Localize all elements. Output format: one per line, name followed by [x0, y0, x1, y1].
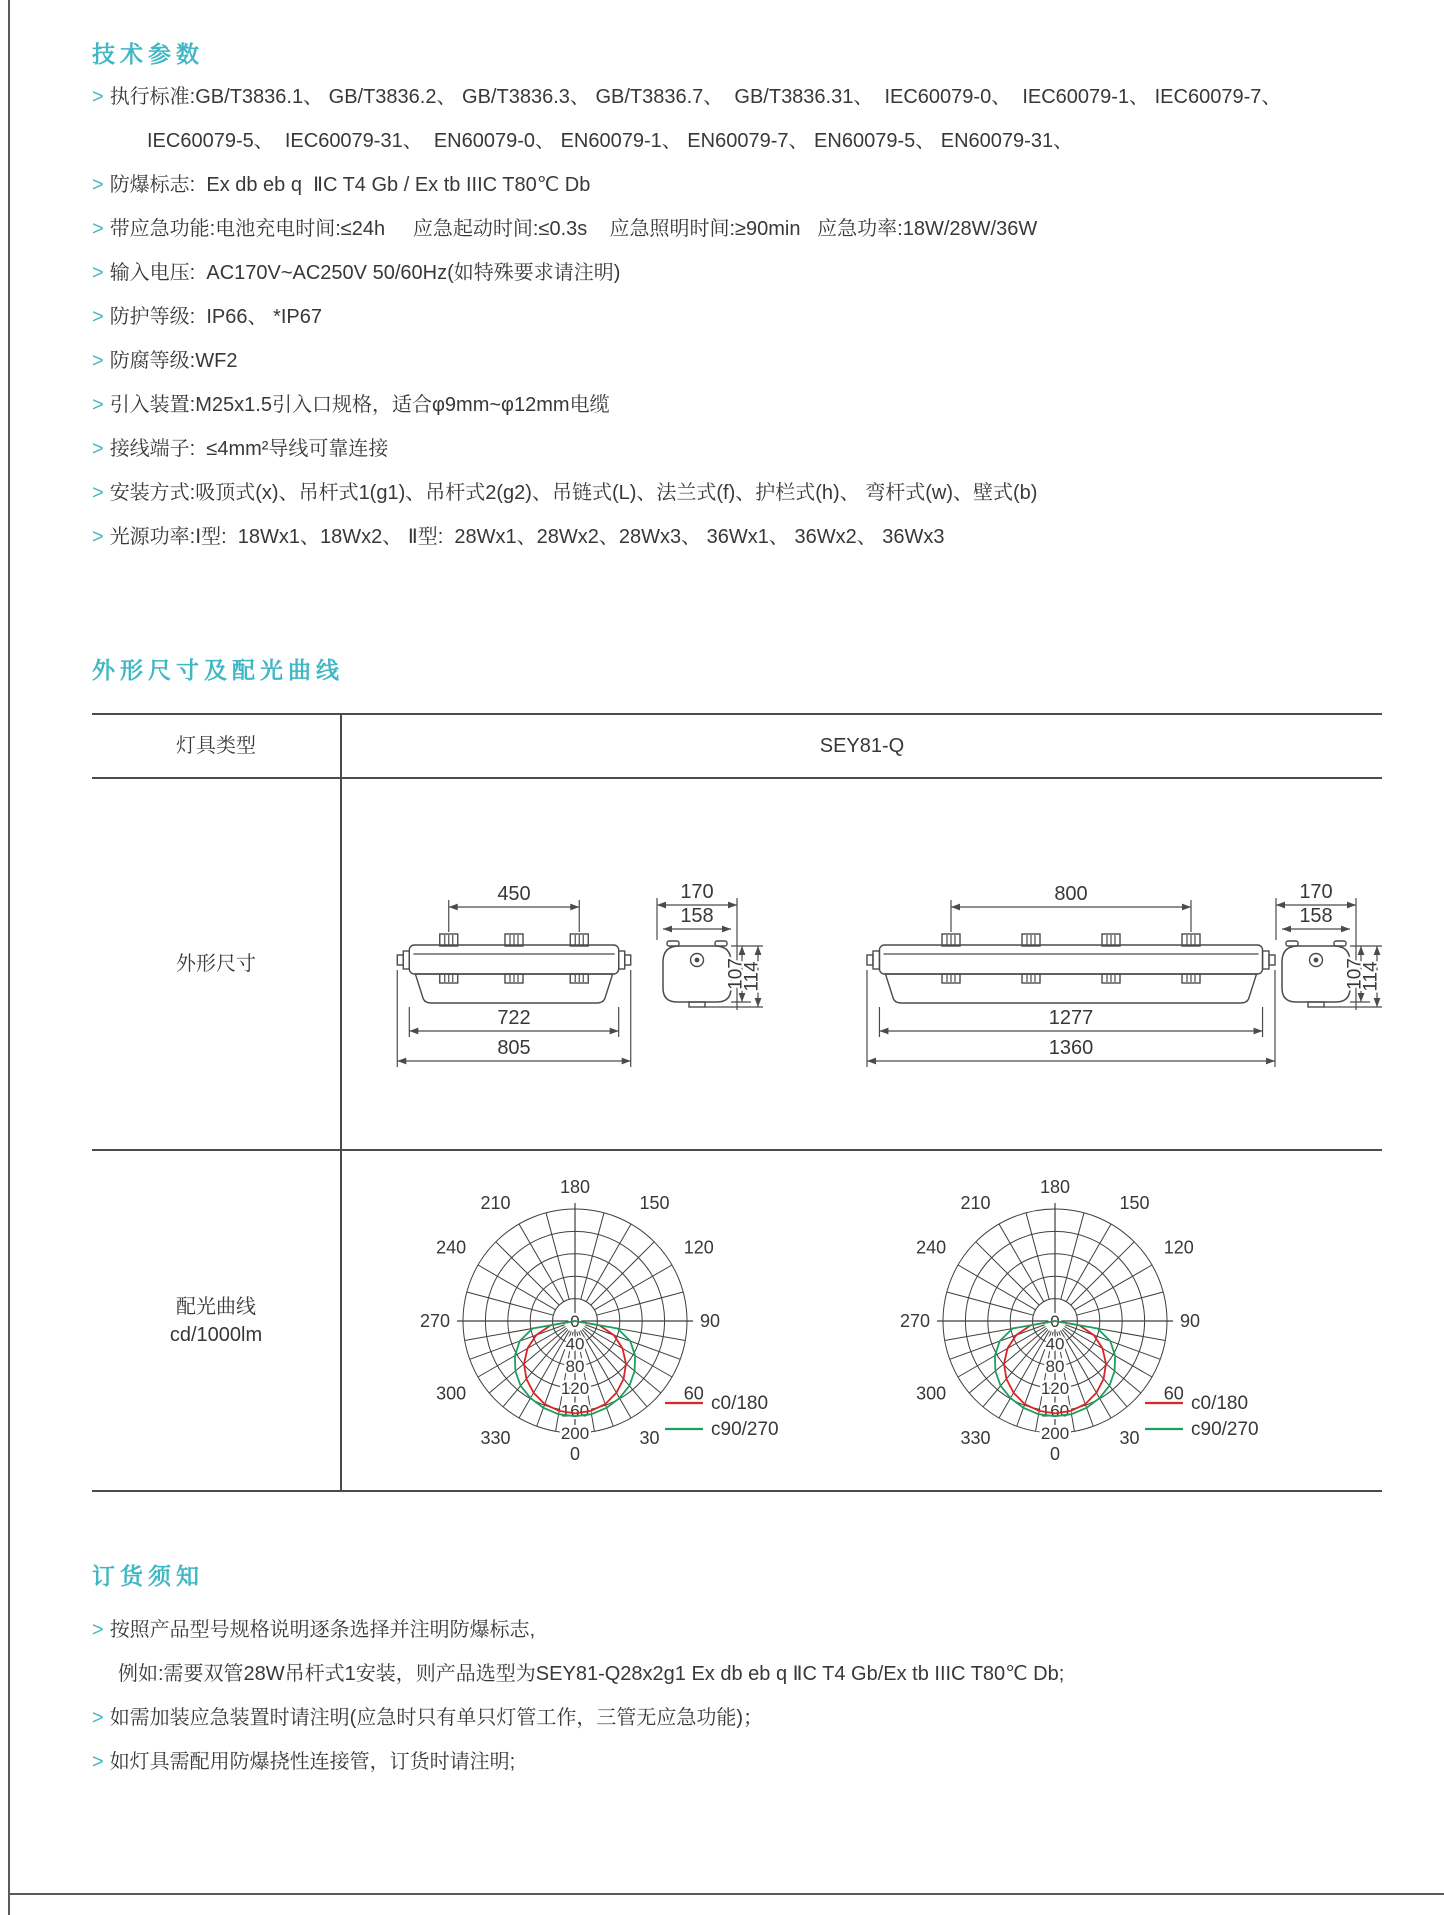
bullet-chevron-icon: > — [92, 1619, 104, 1641]
svg-text:0: 0 — [1049, 1444, 1061, 1464]
tech-spec-line-text: 光源功率:Ⅰ型: 18Wx1、18Wx2、 Ⅱ型: 28Wx1、28Wx2、28Wx3、 36Wx1、 36Wx2、 36Wx3 — [109, 526, 945, 548]
svg-text:80: 80 — [565, 1356, 585, 1376]
page-border-bottom — [8, 1893, 1444, 1895]
svg-text:300: 300 — [916, 1383, 947, 1404]
tech-spec-line — [92, 481, 1414, 505]
bullet-chevron-icon: > — [92, 1751, 104, 1773]
tech-spec-line — [92, 393, 1414, 417]
svg-text:210: 210 — [960, 1193, 991, 1214]
svg-text:158: 158 — [680, 905, 714, 927]
svg-text:150: 150 — [639, 1193, 670, 1214]
svg-text:1277: 1277 — [1048, 1007, 1094, 1029]
svg-text:800: 800 — [1054, 883, 1088, 905]
bullet-chevron-icon: > — [92, 438, 104, 460]
svg-text:0: 0 — [570, 1312, 580, 1331]
tech-spec-line-text: 接线端子: ≤4mm²导线可靠连接 — [109, 438, 389, 460]
section-title-ordering: 订货须知 — [92, 1563, 204, 1589]
svg-text:90: 90 — [1180, 1311, 1201, 1331]
svg-text:107: 107 — [725, 958, 747, 990]
svg-text:40: 40 — [1045, 1334, 1065, 1354]
bullet-chevron-icon: > — [92, 526, 104, 548]
svg-text:30: 30 — [1119, 1427, 1140, 1448]
legend-label: c90/270 — [1191, 1419, 1259, 1440]
order-note-line-text: 按照产品型号规格说明逐条选择并注明防爆标志, — [109, 1619, 536, 1641]
bullet-chevron-icon: > — [92, 218, 104, 240]
svg-text:805: 805 — [497, 1037, 531, 1059]
bullet-chevron-icon: > — [92, 306, 104, 328]
dimension-drawings — [342, 779, 1382, 1149]
svg-text:270: 270 — [419, 1311, 450, 1331]
tech-spec-line-text: IEC60079-5、 IEC60079-31、 EN60079-0、 EN60079-1、 EN60079-7、 EN60079-5、 EN60079-31、 — [147, 130, 1074, 152]
svg-text:40: 40 — [565, 1334, 585, 1354]
photometric-label-line2: cd/1000lm — [169, 1323, 263, 1346]
row-label-outline-dimensions: 外形尺寸 — [176, 953, 256, 975]
svg-text:1360: 1360 — [1048, 1037, 1094, 1059]
tech-spec-line-text: 防护等级: IP66、 *IP67 — [109, 306, 322, 328]
lamp-end-view-1 — [639, 850, 765, 1080]
section-title-tech-params: 技术参数 — [92, 41, 204, 67]
svg-text:120: 120 — [1040, 1379, 1070, 1399]
order-note-line-text: 如需加装应急装置时请注明(应急时只有单只灯管工作，三管无应急功能)； — [109, 1707, 764, 1729]
svg-text:722: 722 — [497, 1007, 531, 1029]
svg-text:170: 170 — [680, 881, 714, 903]
svg-text:170: 170 — [1299, 881, 1333, 903]
tech-spec-line-text: 执行标准:GB/T3836.1、 GB/T3836.2、 GB/T3836.3、 GB/T3836.7、 GB/T3836.31、 IEC60079-0、 IEC60079-1、 IEC60079-7、 — [109, 86, 1282, 108]
order-note-line-text: 如灯具需配用防爆挠性连接管，订货时请注明; — [109, 1751, 516, 1773]
order-note-line — [92, 1750, 1414, 1774]
tech-spec-line — [92, 349, 1414, 373]
tech-spec-line-text: 防爆标志: Ex db eb q ⅡC T4 Gb / Ex tb IIIC T80℃ Db — [109, 174, 591, 196]
tech-spec-line — [92, 217, 1414, 241]
svg-text:330: 330 — [480, 1427, 511, 1448]
tech-spec-line-text: 输入电压: AC170V~AC250V 50/60Hz(如特殊要求请注明) — [109, 262, 621, 284]
svg-text:240: 240 — [916, 1237, 947, 1258]
svg-text:114: 114 — [1360, 961, 1382, 992]
svg-text:200: 200 — [1040, 1424, 1070, 1443]
tech-spec-list — [92, 85, 1414, 569]
bullet-chevron-icon: > — [92, 482, 104, 504]
svg-text:180: 180 — [559, 1177, 591, 1197]
page-border-left — [8, 0, 10, 1915]
polar-chart-1 — [419, 1155, 885, 1487]
bullet-chevron-icon: > — [92, 350, 104, 372]
tech-spec-line — [92, 261, 1414, 285]
bullet-chevron-icon: > — [92, 86, 104, 108]
bullet-chevron-icon: > — [92, 174, 104, 196]
row-label-photometric-curve — [92, 1151, 340, 1490]
bullet-chevron-icon: > — [92, 394, 104, 416]
svg-text:210: 210 — [480, 1193, 511, 1214]
tech-spec-line-text: 安装方式:吸顶式(x)、吊杆式1(g1)、吊杆式2(g2)、吊链式(L)、法兰式(f)、护栏式(h)、 弯杆式(w)、壁式(b) — [109, 482, 1038, 504]
table-header-model: SEY81-Q — [819, 734, 905, 757]
photometric-charts — [342, 1151, 1382, 1490]
svg-text:270: 270 — [899, 1311, 930, 1331]
tech-spec-line — [92, 129, 1414, 153]
svg-text:30: 30 — [639, 1427, 660, 1448]
tech-spec-line — [92, 305, 1414, 329]
polar-chart-2 — [899, 1155, 1365, 1487]
svg-text:120: 120 — [683, 1237, 714, 1258]
svg-text:107: 107 — [1344, 958, 1366, 990]
order-note-line — [92, 1662, 1414, 1686]
tech-spec-line — [92, 85, 1414, 109]
lamp-side-view-small — [379, 850, 649, 1080]
section-title-dimensions: 外形尺寸及配光曲线 — [92, 657, 344, 683]
order-note-line-text: 例如:需要双管28W吊杆式1安装，则产品选型为SEY81-Q28x2g1 Ex db eb q ⅡC T4 Gb/Ex tb IIIC T80℃ Db; — [118, 1663, 1065, 1685]
bullet-chevron-icon: > — [92, 1707, 104, 1729]
svg-text:0: 0 — [1050, 1312, 1060, 1331]
svg-text:330: 330 — [960, 1427, 991, 1448]
lamp-end-view-2 — [1258, 850, 1384, 1080]
photometric-label-line1: 配光曲线 — [176, 1295, 256, 1318]
legend-label: c90/270 — [711, 1419, 779, 1440]
svg-text:160: 160 — [560, 1401, 590, 1421]
svg-text:160: 160 — [1040, 1401, 1070, 1421]
svg-text:300: 300 — [436, 1383, 467, 1404]
lamp-side-view-large — [851, 850, 1291, 1080]
svg-text:0: 0 — [569, 1444, 581, 1464]
tech-spec-line-text: 带应急功能:电池充电时间:≤24h 应急起动时间:≤0.3s 应急照明时间:≥90min 应急功率:18W/28W/36W — [109, 218, 1038, 240]
svg-text:80: 80 — [1045, 1356, 1065, 1376]
tech-spec-line-text: 防腐等级:WF2 — [109, 350, 238, 372]
svg-text:150: 150 — [1119, 1193, 1150, 1214]
order-note-line — [92, 1618, 1414, 1642]
svg-text:120: 120 — [1163, 1237, 1194, 1258]
bullet-chevron-icon: > — [92, 262, 104, 284]
legend-label: c0/180 — [711, 1393, 769, 1414]
legend-label: c0/180 — [1191, 1393, 1249, 1414]
svg-text:60: 60 — [683, 1383, 704, 1404]
order-notes-list — [92, 1618, 1414, 1794]
svg-text:240: 240 — [436, 1237, 467, 1258]
svg-text:200: 200 — [560, 1424, 590, 1443]
svg-text:450: 450 — [497, 883, 531, 905]
svg-text:180: 180 — [1039, 1177, 1071, 1197]
svg-text:120: 120 — [560, 1379, 590, 1399]
svg-text:158: 158 — [1299, 905, 1333, 927]
tech-spec-line-text: 引入装置:M25x1.5引入口规格，适合φ9mm~φ12mm电缆 — [109, 394, 610, 416]
svg-text:90: 90 — [700, 1311, 721, 1331]
dimensions-table — [92, 713, 1382, 1492]
svg-text:60: 60 — [1163, 1383, 1184, 1404]
order-note-line — [92, 1706, 1414, 1730]
tech-spec-line — [92, 173, 1414, 197]
svg-text:114: 114 — [741, 961, 763, 992]
tech-spec-line — [92, 437, 1414, 461]
tech-spec-line — [92, 525, 1414, 549]
table-header-lamp-type: 灯具类型 — [176, 735, 256, 757]
